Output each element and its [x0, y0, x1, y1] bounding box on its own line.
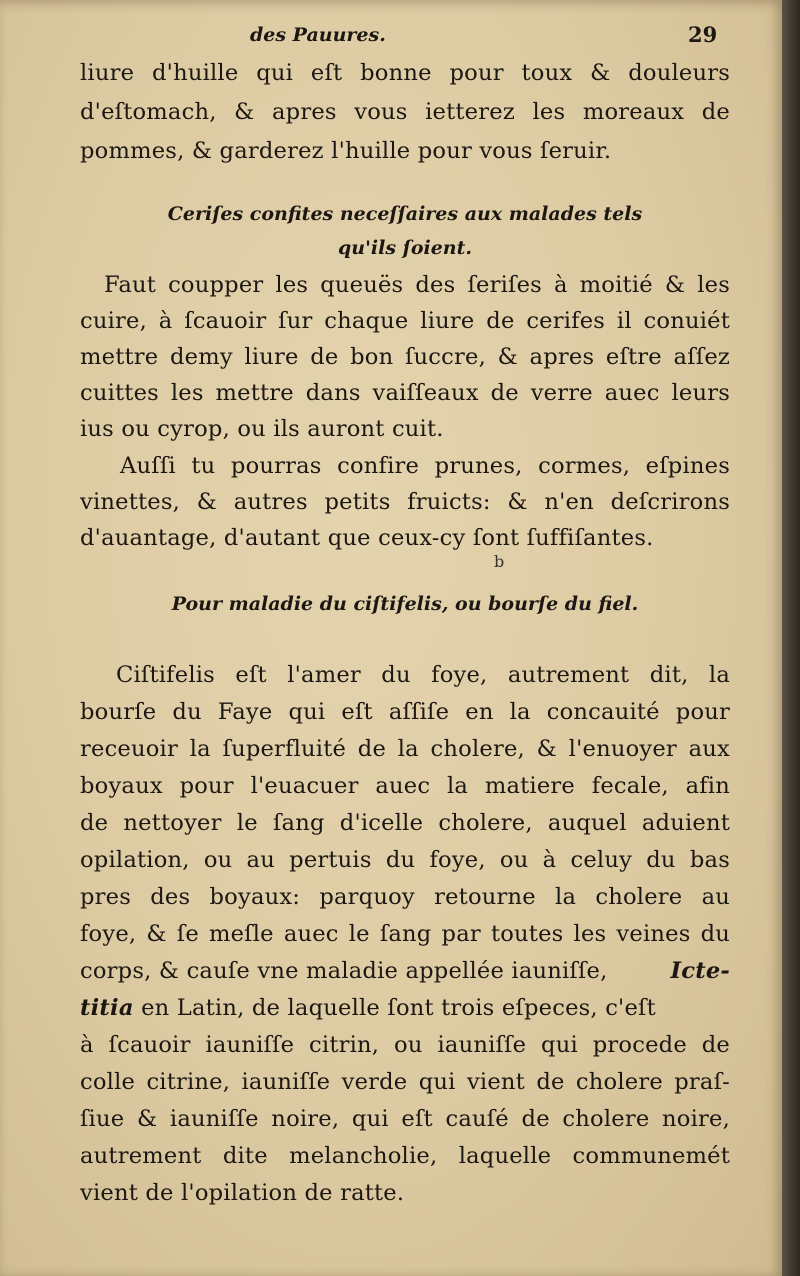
text-line: opilation, ou au pertuis du foye, ou à celuy du bas [80, 847, 730, 873]
text-segment: en Latin, de laquelle ſont trois eſpeces, c'eſt [141, 995, 656, 1021]
section-heading-cistifelis: Pour maladie du ciſtifelis, ou bourſe du fiel. [171, 593, 639, 615]
text-line: cuire, à ſcauoir ſur chaque liure de cerifes il conuiét [80, 308, 730, 334]
section-heading-cerises: Ceriſes confites neceſſaires aux malades tels [167, 203, 643, 225]
latin-term: Icte- [670, 958, 730, 984]
text-line: de nettoyer le ſang d'icelle cholere, auquel aduient [80, 810, 730, 836]
text-line: receuoir la ſuperfluité de la cholere, & l'enuoyer aux [80, 736, 730, 762]
text-line: pres des boyaux: parquoy retourne la cholere au [80, 884, 730, 910]
text-line: vient de l'opilation de ratte. [80, 1180, 405, 1206]
text-segment: corps, & cauſe vne maladie appellée iauniſſe, [80, 958, 608, 984]
signature-mark: b [494, 552, 505, 571]
text-line: Auſſi tu pourras confire prunes, cormes, eſpines [120, 453, 730, 479]
page-number: 29 [688, 22, 718, 47]
text-line-with-latin [80, 956, 730, 986]
text-line: cuittes les mettre dans vaiſſeaux de verre auec leurs [80, 380, 730, 406]
section-heading-cerises-cont: qu'ils ſoient. [337, 237, 473, 259]
text-line: foye, & ſe meſle auec le ſang par toutes les veines du [80, 921, 730, 947]
text-line: d'eſtomach, & apres vous ietterez les moreaux de [80, 99, 730, 125]
text-line: colle citrine, iauniſſe verde qui vient de cholere praſ- [80, 1069, 730, 1095]
text-line: Ciſtifelis eſt l'amer du foye, autrement dit, la [116, 662, 730, 688]
text-line: ius ou cyrop, ou ils auront cuit. [80, 416, 444, 442]
latin-term-cont: titia [80, 995, 134, 1021]
text-line: à ſcauoir iauniſſe citrin, ou iauniſſe qui procede de [80, 1032, 730, 1058]
text-line: ſiue & iauniſſe noire, qui eſt cauſé de cholere noire, [80, 1106, 730, 1132]
text-line: Faut coupper les queuës des ſeriſes à moitié & les [104, 272, 730, 298]
text-line: bourſe du Faye qui eſt aſſiſe en la concauité pour [80, 699, 730, 725]
text-line: liure d'huille qui eſt bonne pour toux & douleurs [80, 60, 730, 86]
text-line-with-latin [80, 993, 730, 1023]
text-line: mettre demy liure de bon ſuccre, & apres eſtre aſſez [80, 344, 730, 370]
page-edge [782, 0, 800, 1276]
text-line: boyaux pour l'euacuer auec la matiere fecale, afin [80, 773, 730, 799]
text-line: vinettes, & autres petits fruicts: & n'en deſcrirons [80, 489, 730, 515]
text-line: pommes, & garderez l'huille pour vous ſeruir. [80, 138, 612, 164]
running-title: des Pauures. [250, 24, 386, 46]
text-line: autrement dite melancholie, laquelle communemét [80, 1143, 730, 1169]
text-line: d'auantage, d'autant que ceux-cy ſont ſuffiſantes. [80, 525, 654, 551]
